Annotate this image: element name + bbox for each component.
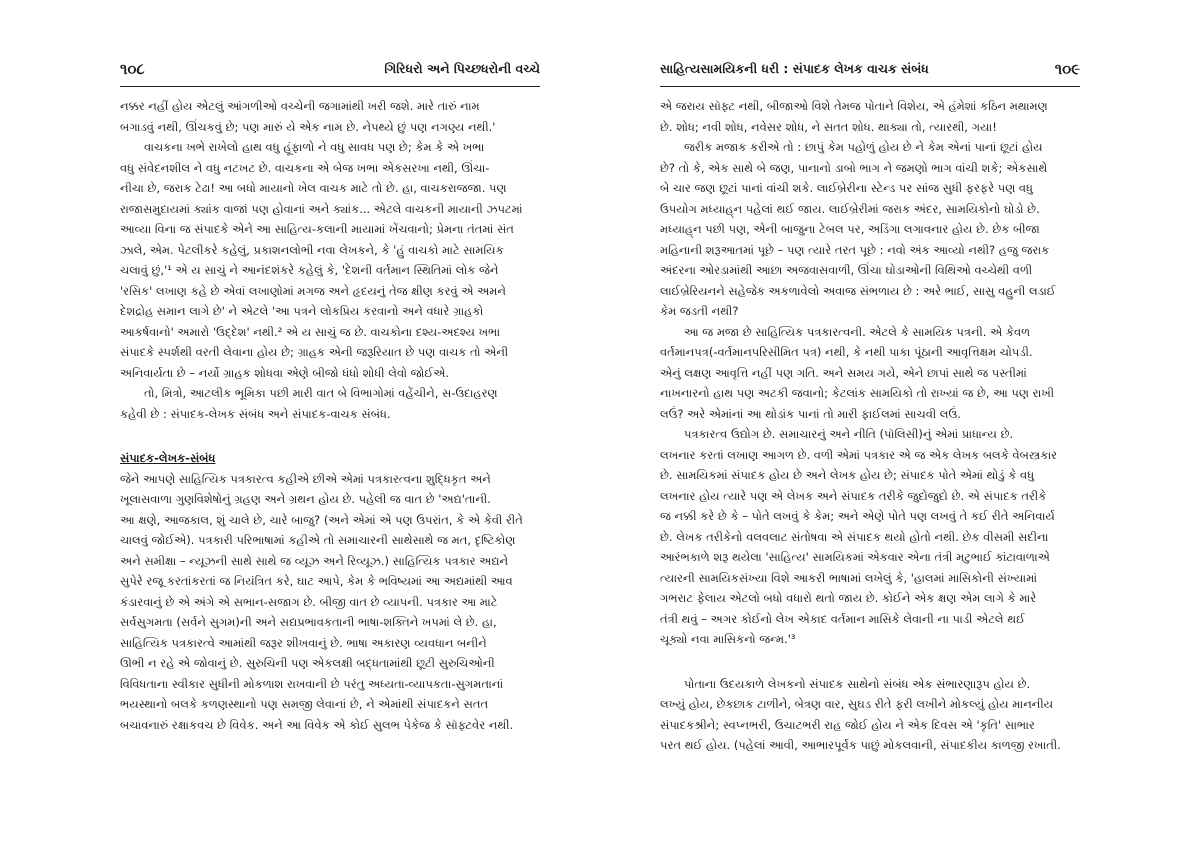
text-line: છે? તો કે, એક સાથે બે જણ, પાનાનો ડાબો ભાગ ને જમણો ભાગ વાંચી શકે; એકસાથે (660, 160, 1048, 175)
header-rule (120, 86, 540, 87)
text-line: અંદરના ઓરડામાંથી આછા અજવાસવાળી, ઊંચા ઘોડાઓની વિથિઓ વચ્ચેથી વળી (660, 263, 1033, 277)
running-head: ગિરિધરો અને પિચ્છધરોની વચ્ચે (384, 61, 540, 76)
page-number: ૧૦૯ (1054, 60, 1080, 78)
page-number: ૧૦૮ (120, 60, 145, 78)
text-line: બગાડવું નથી, ઊંચકવું છે; પણ મારું યે એક નામ છે. નેપથ્યે છું પણ નગણ્ય નથી.' (120, 119, 496, 134)
text-line: ચલાવું છું,'¹ એ ય સાચું ને આનંદશંકરે કહેલું કે, 'દેશની વર્તમાન સ્થિતિમાં લોક જેને (120, 263, 499, 277)
text-line: નીચા છે, જરાક ટેઢા! આ બધો માયાનો ખેલ વાચક માટે તો છે. હા, વાચકરાજજા. પણ (120, 181, 507, 195)
text-line: નક્કર નહીં હોય એટલું આંગળીઓ વચ્ચેની જગામાંથી ખરી જશે. મારે તારું નામ (120, 99, 480, 113)
text-line: વર્તમાનપત્ર(-વર્તમાનપરિસીમિત પત્ર) નથી, કે નથી પાકા પૂંઠાની આવૃત્તિક્ષમ ચોપડી. (660, 345, 1033, 359)
left-page-header (120, 60, 540, 80)
text-line: બચાવનારું રક્ષાકવચ છે વિવેક. અને આ વિવેક એ કોઈ સુલભ પેકેજ કે સૉફ્ટવેર નથી. (120, 717, 514, 732)
text-line: ખૂલાસવાળા ગુણવિશેષોનું ગ્રહણ અને ગ્રથન હોય છે. પહેલી જ વાત છે 'અદ્ય'તાની. (120, 492, 491, 506)
text-line: ઉપયોગ મધ્યાહ્‌ન પહેલાં થઈ જાય. લાઈબ્રેરીમાં જરાક અંદર, સામયિકોનો ઘોડો છે. (660, 201, 1040, 216)
text-line: રાજાસમુદાયમાં ક્યાંક વાજાં પણ હોવાનાં અને ક્યાંક... એટલે વાચકની માયાની ઝપટમાં (120, 201, 523, 216)
text-line: તો, મિત્રો, આટલીક ભૂમિકા પછી મારી વાત બે વિભાગોમાં વહેંચીને, સ-ઉદાહરણ (144, 386, 498, 400)
right-page-header (660, 60, 1080, 80)
text-line: ગભરાટ ફેલાય એટલો બધો વધારો થતો જાય છે. કોઈને એક ક્ષણ એમ લાગે કે મારે (660, 591, 1037, 605)
text-line: છે. સામયિકમાં સંપાદક હોય છે અને લેખક હોય છે; સંપાદક પોતે એમાં થોડું કે વધુ (660, 468, 1035, 482)
right-page-body (660, 96, 1080, 756)
text-line: લખનાર હોય ત્યારે પણ એ લેખક અને સંપાદક તરીકે જુદોજુદો છે. એ સંપાદક તરીકે (660, 488, 1047, 503)
text-line: દેશદ્રોહ સમાન લાગે છે' ને એટલે 'આ પત્રને લોકપ્રિય કરવાનો અને વધારે ગ્રાહકો (120, 304, 484, 318)
text-line: એ જરાય સૉફ્ટ નથી, બીજાઓ વિશે તેમજ પોતાને વિશેય, એ હંમેશાં કઠિન મથામણ (660, 99, 1048, 113)
text-line: સુપેરે રજૂ કરતાંકરતાં જ નિયંત્રિત કરે, ઘાટ આપે, કેમ કે ભવિષ્યમાં આ અદ્યમાંથી આવ (120, 574, 513, 588)
text-line: વિવિધતાના સ્વીકાર સુધીની મોકળાશ રાખવાની છે પરંતુ અધ્યતા-વ્યાપકતા-સુગમતાનાં (120, 676, 504, 691)
text-line: સર્વસુગમતા (સર્વને સુગમ)ની અને સદ્યપ્રભાવકતાની ભાષા-શક્તિને ખપમાં લે છે. હા, (120, 615, 497, 629)
text-line: તંત્રી થવું – અગર કોઈનો લેખ એકાદ વર્તમાન માસિકે લેવાની ના પાડી એટલે થઈ (660, 611, 1025, 626)
text-line: ઝાલે, એમ. પેટલીકરે કહેલું, પ્રકાશનલોભી નવા લેખકને, કે 'હું વાચકો માટે સામયિક (120, 242, 504, 257)
text-line: સંપાદકશ્રીને; સ્વપ્નભરી, ઉચાટભરી રાહ જોઈ હોય ને એક દિવસ એ 'કૃતિ' સાભાર (660, 717, 1035, 732)
text-line: પરત થઈ હોય. (પહેલાં આવી, આભારપૂર્વક પાછું મોકલવાની, સંપાદકીય કાળજી રખાતી. (660, 738, 1061, 752)
text-line: આવ્યા વિના જ સંપાદકે એને આ સાહિત્ય-કલાની માયામાં ખેંચવાનો; પ્રેમના તંતમાં સંત (120, 222, 514, 236)
text-line: વધુ સંવેદનશીલ ને વધુ નટખટ છે. વાચકના એ બેજ ખભા એકસરખા નથી, ઊંચા- (120, 160, 490, 175)
text-line: ચાલવું જોઈએ). પત્રકારી પરિભાષામાં કહીએ તો સમાચારની સાથેસાથે જ મત, દૃષ્ટિકોણ (120, 533, 516, 547)
text-line: છે. લેખક તરીકેનો વલવલાટ સંતોષવા એ સંપાદક થયો હોતો નથી. છેક વીસમી સદીના (660, 529, 1049, 544)
text-line: પત્રકારત્વ ઉદ્યોગ છે. સમાચારનું અને નીતિ (પૉલિસી)નું એમાં પ્રાધાન્ય છે. (684, 427, 1014, 441)
text-line: લખ્યું હોય, છેકછાક ટાળીને, બેત્રણ વાર, સુઘડ રીતે ફરી લખીને મોકલ્યું હોય માનનીય (660, 697, 1054, 711)
text-line: કહેવી છે : સંપાદક-લેખક સંબંધ અને સંપાદક-વાચક સંબંધ. (120, 406, 391, 421)
text-line: 'રસિક' લખાણ કહે છે એવાં લખાણોમાં મગજ અને હૃદયનું તેજ ક્ષીણ કરવું એ અમને (120, 283, 506, 298)
text-line: સંપાદકે સ્પર્શથી વરતી લેવાના હોય છે; ગ્રાહક એની જરૂરિયાત છે પણ વાચક તો એની (120, 345, 509, 359)
text-line: મહિનાની શરૂઆતમાં પૂછે – પણ ત્યારે તરત પૂછે : નવો અંક આવ્યો નથી? હજુ જરાક (660, 242, 1050, 257)
text-line: ઊભી ન રહે એ જોવાનું છે. સુરુચિની પણ એકલક્ષી બદ્ધતામાંથી છૂટી સુરુચિઓની (120, 656, 495, 670)
text-line: મધ્યાહ્‌ન પછી પણ, એની બાજુના ટેબલ પર, અડિંગા લગાવનાર હોય છે. છેક બીજા (660, 222, 1040, 236)
text-line: લાઈબ્રેરિયનને સહેજેક અકળાવેલો અવાજ સંભળાય છે : અરે ભાઈ, સાસુ વહુની લડાઈ (660, 283, 1056, 298)
text-line: આકર્ષવાનો' અમારો 'ઉદ્દેશ' નથી.² એ ય સાચું જ છે. વાચકોના દશ્ય-અદશ્ય ખભા (120, 324, 501, 339)
header-rule (660, 86, 1080, 87)
text-line: લખનાર કરતાં લખાણ આગળ છે. વળી એમાં પત્રકાર એ જ એક લેખક બલકે વેબસ્ત્રકાર (660, 447, 1058, 462)
section-heading: સંપાદક-લેખક-સંબંધ (120, 451, 216, 465)
text-line: જરીક મજાક કરીએ તો : છાપું કેમ પહોળું હોય છે ને કેમ એનાં પાનાં છૂટાં હોય (684, 140, 1043, 154)
text-line: અને સમીક્ષા – ન્યૂઝની સાથે સાથે જ વ્યૂઝ અને રિવ્યૂઝ.) સાહિત્યિક પત્રકાર અદ્યને (120, 553, 509, 568)
left-page-body (120, 96, 540, 735)
text-line: આરંભકાળે શરૂ થયેલા 'સાહિત્ય' સામયિકમાં એકવાર એના તંત્રી મટુભાઈ કાંટાવાળાએ (660, 550, 1050, 564)
text-line: પોતાના ઉદયકાળે લેખકનો સંપાદક સાથેનો સંબંધ એક સંભારણારૂપ હોય છે. (684, 676, 1031, 691)
running-head: સાહિત્યસામયિકની ધરી : સંપાદક લેખક વાચક સંબંધ (660, 61, 929, 76)
text-line: ચૂક્યો નવા માસિકનો જન્મ.'³ (660, 632, 796, 646)
text-line: ભયસ્થાનો બલકે કળણસ્થાનો પણ સમજી લેવાનાં છે, ને એમાંથી સંપાદકને સતત (120, 697, 489, 711)
text-line: કેમ જડતી નથી? (660, 304, 739, 318)
text-line: સાહિત્યિક પત્રકારત્વે આમાંથી જરૂર શીખવાનું છે. ભાષા અકારણ વ્યવધાન બનીને (120, 635, 487, 650)
text-line: બે ચાર જણ છૂટાં પાનાં વાંચી શકે. લાઈબ્રેરીના સ્ટેન્ડ પર સાંજ સુધી ફરફરે પણ વધુ (660, 181, 1033, 195)
text-line: વાચકના ખભે રાખેલો હાથ વધુ હૂંફાળો ને વધુ સાવધ પણ છે; કેમ કે એ ખભા (144, 140, 485, 154)
text-line: આ જ મજા છે સાહિત્યિક પત્રકારત્વની. એટલે કે સામયિક પત્રની. એ કેવળ (684, 324, 1031, 339)
text-line: છે. શોધ; નવી શોધ, નવેસર શોધ, ને સતત શોધ. થાક્યા તો, ત્યારથી, ગયા! (660, 119, 997, 134)
text-line: લઉં? અરે એમાંનાં આ થોડાંક પાનાં તો મારી ફાઈલમાં સાચવી લઉં. (660, 406, 961, 421)
text-line: નાખનારનો હાથ પણ અટકી જવાનો; કેટલાંક સામયિકો તો રાખ્યાં જ છે, આ પણ રાખી (660, 386, 1055, 400)
left-page (120, 0, 540, 848)
right-page (660, 0, 1080, 848)
section-gap (120, 424, 540, 448)
text-line: જેને આપણે સાહિત્યિક પત્રકારત્વ કહીએ છીએ એમાં પત્રકારત્વના શુદ્ધિકૃત અને (120, 471, 491, 486)
text-line: એનું લક્ષણ આવૃત્તિ નહીં પણ ગતિ. અને સમય ગયે, એને છાપાં સાથે જ પસ્તીમાં (660, 365, 1027, 380)
text-line: આ ક્ષણે, આજકાલ, શું ચાલે છે, ચારે બાજુ? (અને એમાં એ પણ ઉપરાંત, કે એ કેવી રીતે (120, 512, 523, 527)
paragraph-gap (660, 650, 1080, 674)
text-line: ત્યારની સામયિકસંખ્યા વિશે આકરી ભાષામાં લખેલું કે, 'હાલમાં માસિકોની સંખ્યામાં (660, 570, 1038, 585)
text-line: અનિવાર્યતા છે – નર્યો ગ્રાહક શોધવા એણે બીજો ધંધો શોધી લેવો જોઈએ. (120, 365, 450, 380)
text-line: જ નક્કી કરે છે કે – પોતે લખવું કે કેમ; અને એણે પોતે પણ લખવું તે કઈ રીતે અનિવાર્ય (660, 509, 1055, 523)
text-line: કંડારવાનું છે એ અંગે એ સભાન-સજાગ છે. બીજી વાત છે વ્યાપની. પત્રકાર આ માટે (120, 594, 498, 609)
